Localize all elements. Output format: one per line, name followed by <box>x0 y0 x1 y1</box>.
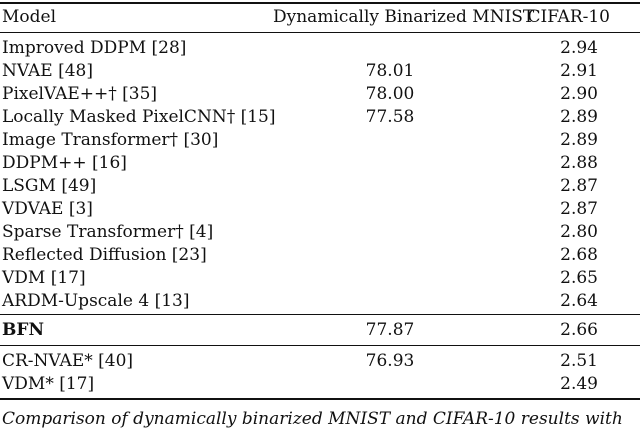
mnist-value: 77.58 <box>365 107 415 127</box>
top-rule <box>0 2 640 4</box>
table-row-bfn <box>0 319 640 341</box>
section-rule <box>0 345 640 346</box>
cifar-value: 2.87 <box>560 199 598 219</box>
table-row <box>0 198 640 220</box>
table-row <box>0 290 640 312</box>
cifar-value: 2.87 <box>560 176 598 196</box>
bottom-rule <box>0 398 640 400</box>
table-row <box>0 244 640 266</box>
cifar-value: 2.64 <box>560 291 598 311</box>
table-row <box>0 350 640 372</box>
model-name: DDPM++ [16] <box>2 153 127 173</box>
table-row <box>0 37 640 59</box>
table-row <box>0 83 640 105</box>
cifar-value: 2.49 <box>560 374 598 394</box>
cifar-value: 2.89 <box>560 130 598 150</box>
header-model: Model <box>2 7 57 27</box>
cifar-value: 2.51 <box>560 351 598 371</box>
model-name: VDM* [17] <box>2 374 95 394</box>
cifar-value: 2.65 <box>560 268 598 288</box>
model-name: BFN <box>2 320 44 340</box>
model-name: VDM [17] <box>2 268 86 288</box>
cifar-value: 2.91 <box>560 61 598 81</box>
model-name: VDVAE [3] <box>2 199 93 219</box>
cifar-value: 2.94 <box>560 38 598 58</box>
model-name: ARDM-Upscale 4 [13] <box>2 291 190 311</box>
table-row <box>0 373 640 395</box>
model-name: Image Transformer† [30] <box>2 130 219 150</box>
mnist-value: 76.93 <box>365 351 415 371</box>
header-mnist: Dynamically Binarized MNIST <box>273 7 535 27</box>
cifar-value: 2.66 <box>560 320 598 340</box>
table-caption: Comparison of dynamically binarized MNIST and CIFAR-10 results with <box>2 409 623 429</box>
cifar-value: 2.88 <box>560 153 598 173</box>
cifar-value: 2.68 <box>560 245 598 265</box>
header-cifar: CIFAR-10 <box>527 7 610 27</box>
table-row <box>0 221 640 243</box>
cifar-value: 2.80 <box>560 222 598 242</box>
model-name: LSGM [49] <box>2 176 97 196</box>
table-row <box>0 152 640 174</box>
mnist-value: 77.87 <box>365 320 415 340</box>
model-name: CR-NVAE* [40] <box>2 351 134 371</box>
table-row <box>0 267 640 289</box>
model-name: Improved DDPM [28] <box>2 38 187 58</box>
table-row <box>0 60 640 82</box>
model-name: PixelVAE++† [35] <box>2 84 158 104</box>
model-name: Locally Masked PixelCNN† [15] <box>2 107 276 127</box>
cifar-value: 2.89 <box>560 107 598 127</box>
model-name: Reflected Diffusion [23] <box>2 245 207 265</box>
section-rule <box>0 314 640 315</box>
model-name: NVAE [48] <box>2 61 93 81</box>
table-row <box>0 106 640 128</box>
cifar-value: 2.90 <box>560 84 598 104</box>
mnist-value: 78.00 <box>365 84 415 104</box>
header-rule <box>0 32 640 33</box>
mnist-value: 78.01 <box>365 61 415 81</box>
header-row <box>0 6 640 28</box>
table-row <box>0 175 640 197</box>
table-row <box>0 129 640 151</box>
model-name: Sparse Transformer† [4] <box>2 222 214 242</box>
